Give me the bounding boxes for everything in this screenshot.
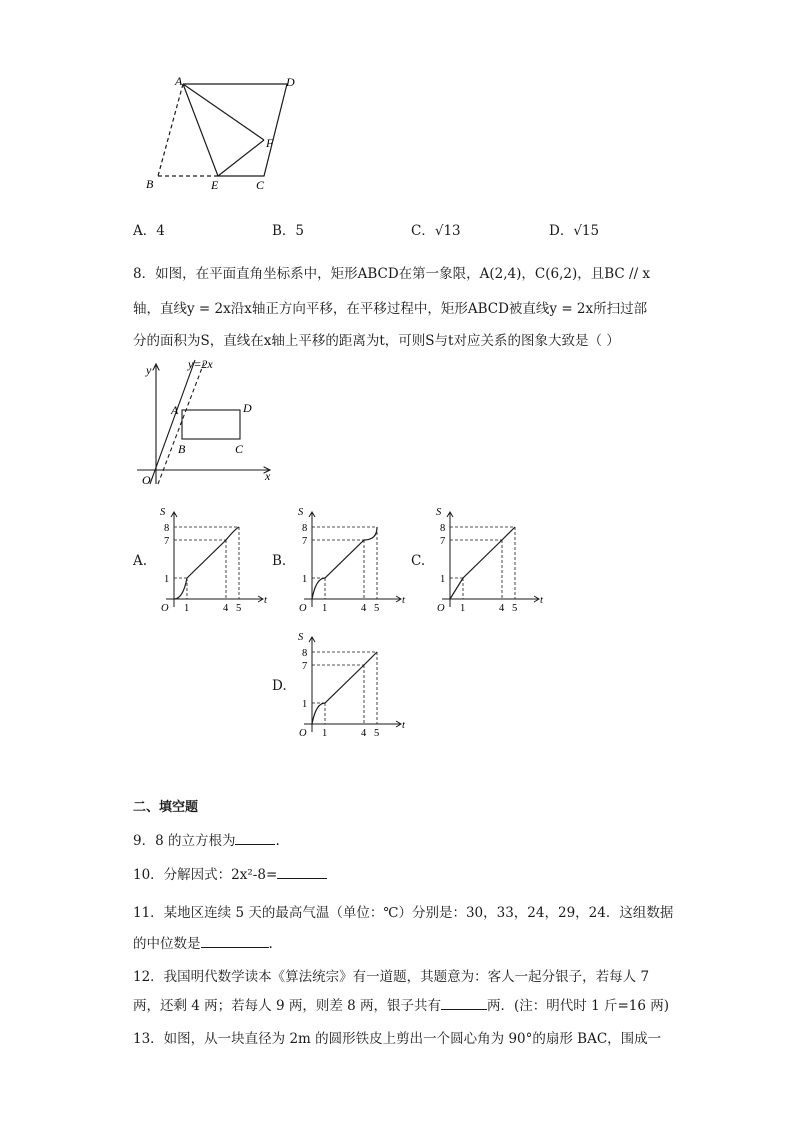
graph-y-tick-8: 8	[440, 523, 446, 534]
q11-answer-blank[interactable]	[201, 935, 269, 948]
graph-x-tick-5: 5	[374, 603, 380, 613]
graph-label-o: O	[161, 603, 169, 613]
q12-answer-blank[interactable]	[441, 997, 487, 1010]
q8-graph-c	[426, 503, 551, 613]
q12-line-1: 12．我国明代数学读本《算法统宗》有一道题，其题意为：客人一起分银子，若每人 7	[133, 969, 650, 985]
q7-label-b: B	[146, 177, 154, 191]
q8-label-line: y=2x	[188, 357, 213, 371]
q8-rectangle	[182, 410, 240, 439]
graph-y-tick-8: 8	[302, 523, 308, 534]
graph-label-o: O	[437, 603, 445, 613]
graph-label-t: t	[402, 595, 405, 606]
graph-curve	[312, 652, 377, 724]
q8-figure	[132, 352, 282, 492]
graph-label-t: t	[264, 595, 267, 606]
graph-y-tick-7: 7	[302, 536, 308, 547]
q7-dashed-ab	[158, 84, 183, 176]
q8-line-3: 分的面积为S，直线在x轴上平移的距离为t，可则S与t对应关系的图象大致是（ ）	[133, 333, 620, 349]
q7-segment-af	[183, 84, 264, 140]
graph-x-tick-1: 1	[322, 603, 328, 613]
q8-label-b: B	[178, 442, 186, 456]
q7-label-e: E	[211, 178, 219, 192]
q8-line-y2x	[150, 360, 195, 484]
graph-x-tick-5: 5	[236, 603, 242, 613]
q9-line: 9．8 的立方根为 .	[133, 833, 280, 849]
q7-option-c: C．√13	[411, 223, 461, 239]
graph-x-tick-5: 5	[374, 728, 380, 738]
q7-option-d: D．√15	[549, 223, 600, 239]
graph-label-t: t	[402, 720, 405, 731]
graph-x-tick-1: 1	[184, 603, 190, 613]
section-heading: 二、填空题	[133, 800, 199, 815]
q7-label-a: A	[175, 74, 183, 88]
graph-x-tick-4: 4	[361, 728, 367, 738]
graph-label-s: S	[298, 507, 304, 518]
q8-label-y: y	[146, 363, 152, 377]
graph-x-tick-1: 1	[322, 728, 328, 738]
graph-y-tick-1: 1	[302, 699, 308, 710]
q7-figure	[140, 72, 310, 197]
q11-line-2: 的中位数是 .	[133, 936, 273, 952]
graph-y-tick-7: 7	[302, 661, 308, 672]
graph-y-tick-1: 1	[440, 574, 446, 585]
graph-x-tick-4: 4	[361, 603, 367, 613]
q11-line-1: 11．某地区连续 5 天的最高气温（单位：℃）分别是：30，33，24，29，24．这组数据	[133, 905, 674, 921]
graph-label-s: S	[298, 632, 304, 643]
q8-label-o: O	[142, 473, 151, 487]
q10-answer-blank[interactable]	[277, 866, 327, 879]
q7-label-f: F	[266, 136, 274, 150]
graph-x-tick-4: 4	[223, 603, 229, 613]
q7-segment-ef	[218, 140, 264, 176]
graph-label-s: S	[436, 507, 442, 518]
graph-curve	[174, 527, 239, 599]
q13-line-1: 13．如图，从一块直径为 2m 的圆形铁皮上剪出一个圆心角为 90°的扇形 BAC，围成一	[133, 1031, 662, 1047]
graph-y-tick-1: 1	[164, 574, 170, 585]
q8-label-c: C	[235, 442, 244, 456]
q8-graph-d	[288, 628, 413, 738]
q8-line-1: 8．如图，在平面直角坐标系中，矩形ABCD在第一象限，A(2,4)，C(6,2)，且BC // x	[133, 266, 651, 282]
q8-label-a: A	[171, 403, 179, 417]
graph-y-tick-7: 7	[440, 536, 446, 547]
graph-label-o: O	[299, 603, 307, 613]
q7-option-b: B．5	[272, 223, 305, 239]
q7-label-c: C	[256, 178, 265, 192]
q8-choice-a-letter: A.	[133, 553, 148, 569]
q7-label-d: D	[286, 75, 295, 89]
q8-label-x: x	[265, 469, 271, 483]
graph-label-o: O	[299, 728, 307, 738]
graph-x-tick-1: 1	[460, 603, 466, 613]
q9-answer-blank[interactable]	[235, 832, 275, 845]
q8-choice-b-letter: B.	[272, 553, 287, 569]
graph-y-tick-8: 8	[302, 648, 308, 659]
graph-y-tick-8: 8	[164, 523, 170, 534]
graph-x-tick-4: 4	[499, 603, 505, 613]
graph-y-tick-7: 7	[164, 536, 170, 547]
q10-line: 10．分解因式：2x²-8=	[133, 863, 327, 883]
q8-label-d: D	[243, 401, 252, 415]
q7-option-a: A．4	[133, 223, 165, 239]
q8-graph-b	[288, 503, 413, 613]
q8-line-2: 轴，直线y = 2x沿x轴正方向平移，在平移过程中，矩形ABCD被直线y = 2x所扫过部	[133, 301, 648, 317]
graph-curve	[312, 527, 377, 599]
graph-y-tick-1: 1	[302, 574, 308, 585]
q8-choice-c-letter: C.	[411, 553, 426, 569]
graph-curve	[450, 527, 515, 599]
q8-choice-d-letter: D.	[272, 678, 287, 694]
graph-label-s: S	[160, 507, 166, 518]
graph-label-t: t	[540, 595, 543, 606]
graph-x-tick-5: 5	[512, 603, 518, 613]
q12-line-2: 两，还剩 4 两；若每人 9 两，则差 8 两，银子共有 两．(注：明代时 1 斤=16 两)	[133, 998, 670, 1014]
q8-graph-a	[150, 503, 275, 613]
